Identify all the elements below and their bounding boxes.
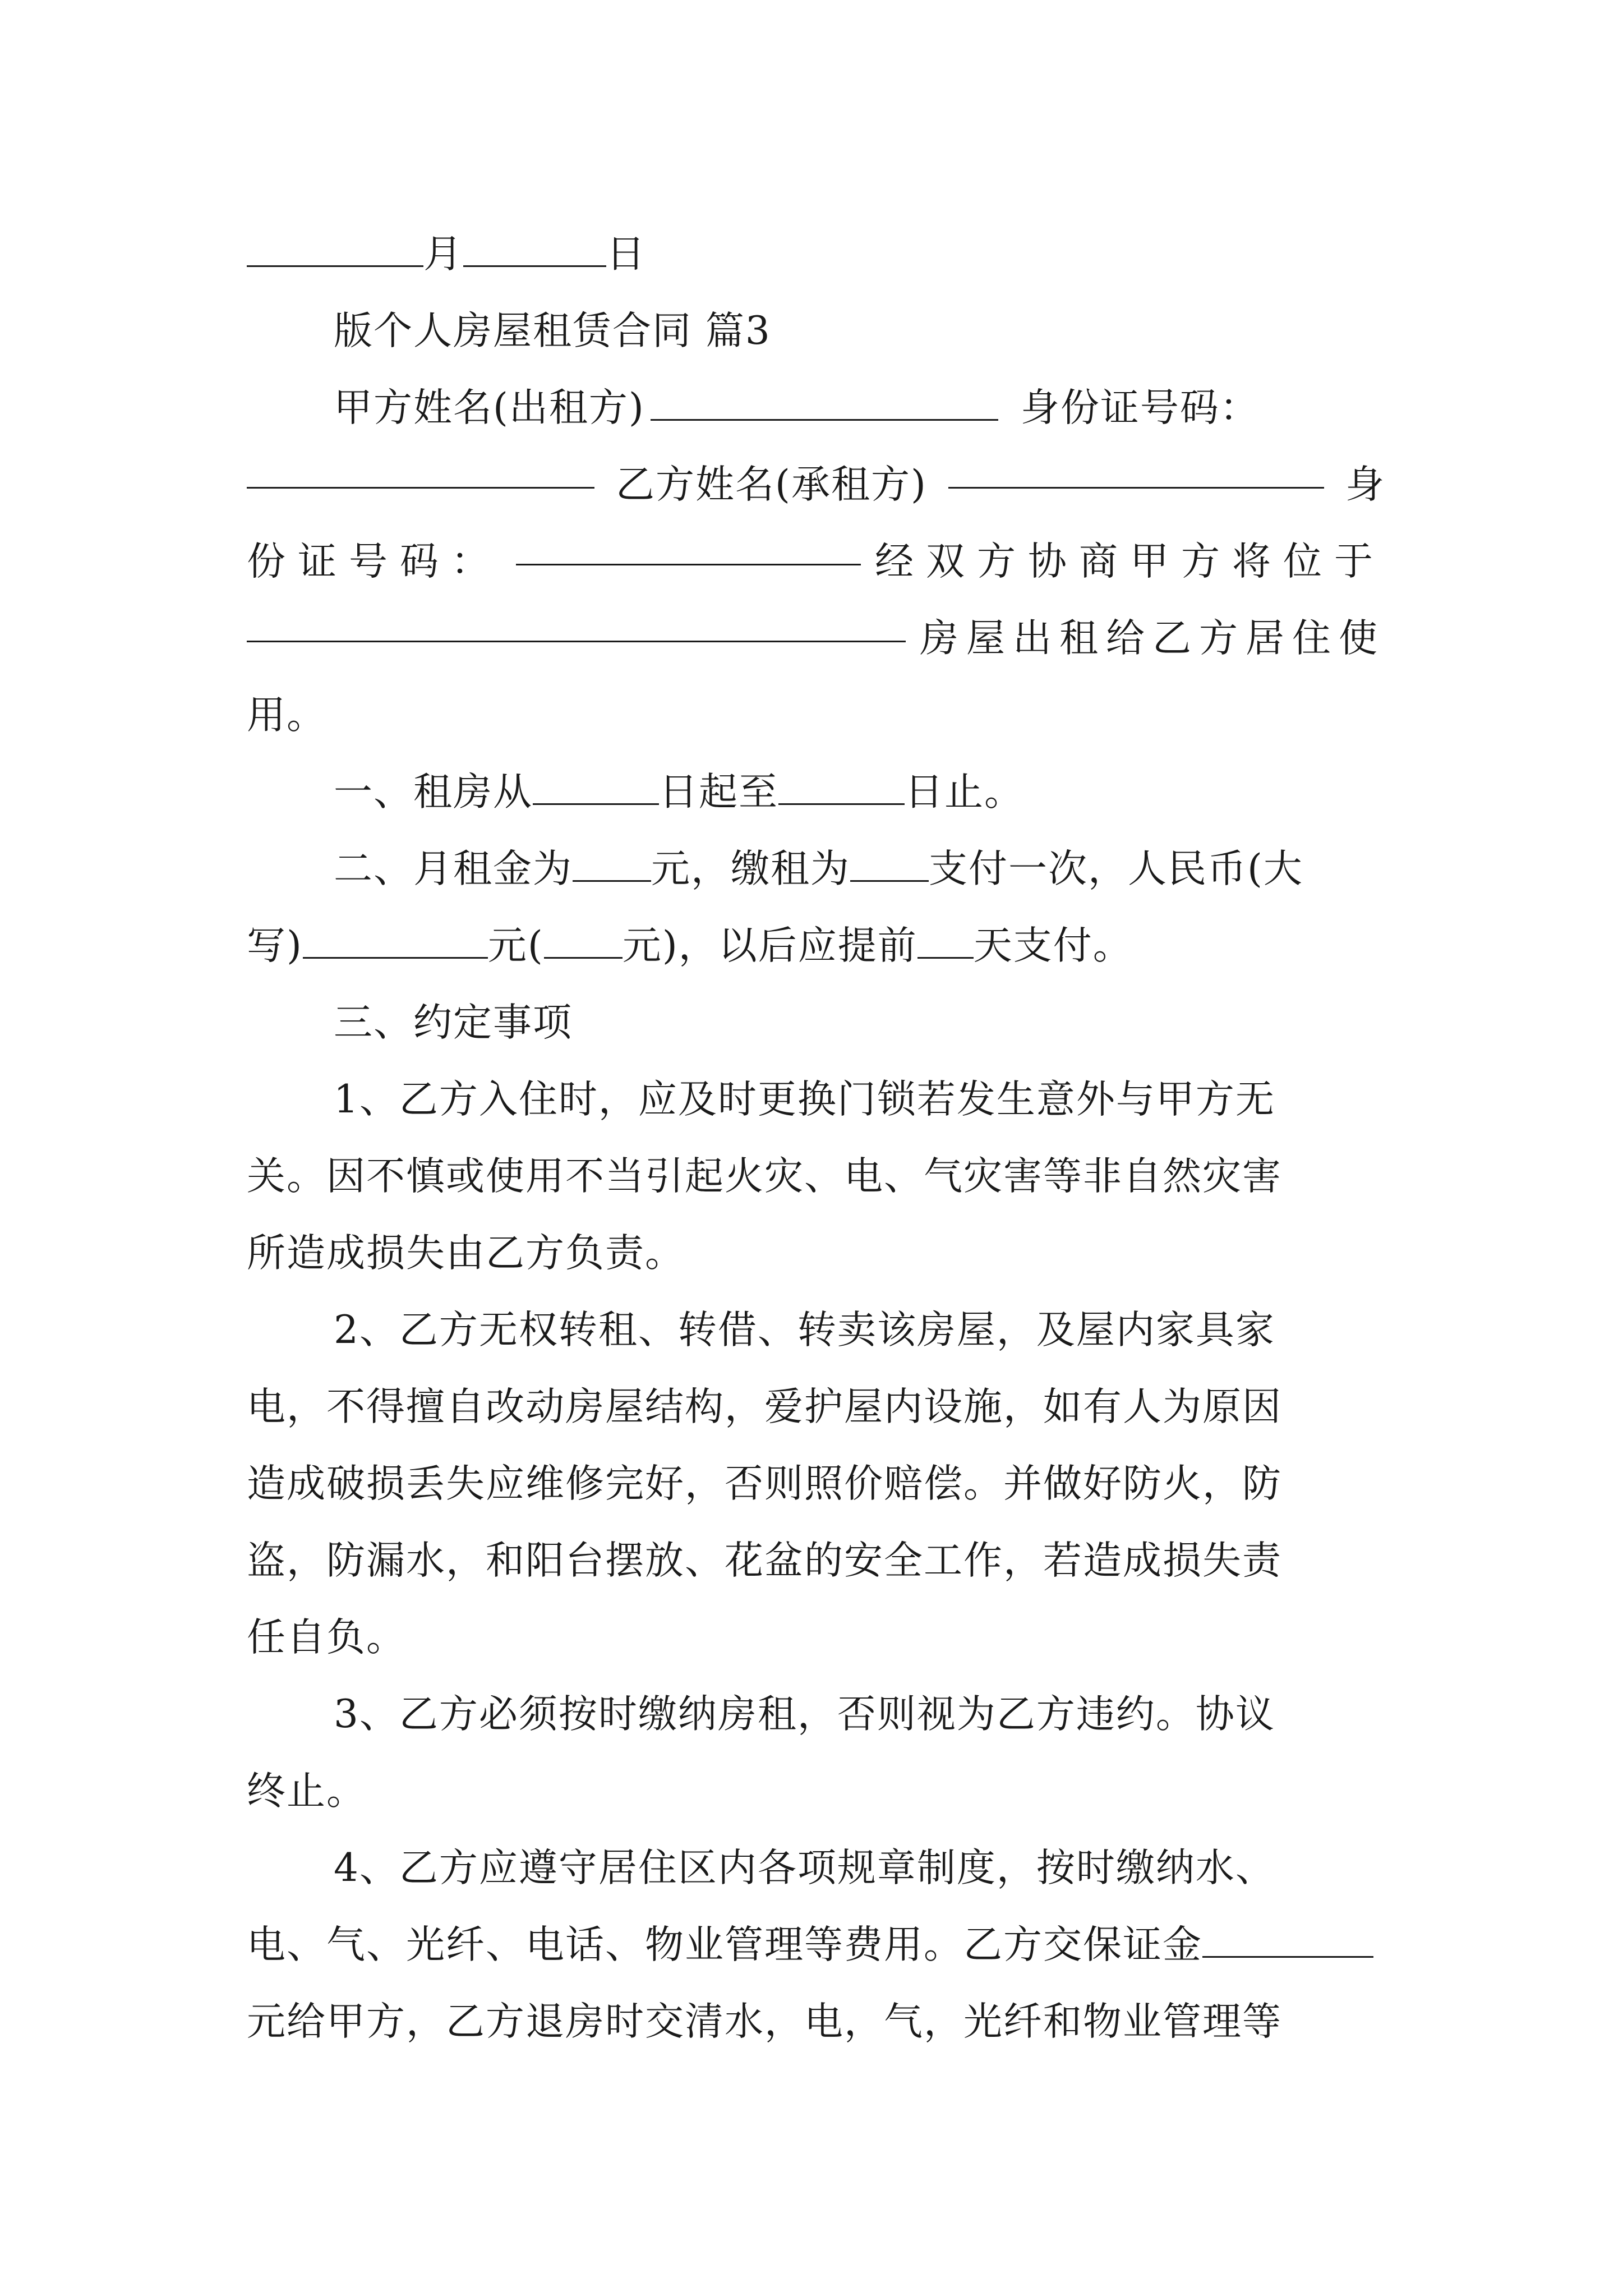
section-1-text: 日起至 [659,770,778,815]
paragraph-2: 2、乙方无权转租、转借、转卖该房屋，及屋内家具家 [334,1308,1275,1352]
blank-line [850,840,929,882]
paragraph-4: 元给甲方，乙方退房时交清水，电，气，光纤和物业管理等 [247,1999,1282,2044]
party-a-id-label: 身份证号码： [1020,385,1260,430]
paragraph-4 [247,1907,1385,1984]
paragraph-4: 4、乙方应遵守居住区内各项规章制度，按时缴纳水、 [334,1846,1275,1890]
blank-line [948,447,1324,489]
paragraph-1: 所造成损失由乙方负责。 [247,1231,685,1276]
section-2-line-1 [247,831,1385,908]
agreement-text: 经双方协商甲方将位于 [875,539,1385,584]
blank-line [533,763,659,805]
day-label: 日 [606,232,646,277]
blank-line [247,600,906,642]
paragraph-1: 1、乙方入住时，应及时更换门锁若发生意外与甲方无 [334,1077,1275,1122]
section-2-text: 元)，以后应提前 [622,923,917,968]
section-1 [247,754,1385,831]
blank-line [778,763,905,805]
date-line [247,216,1385,293]
party-b-id-label: 份证号码： [247,539,502,584]
house-line [247,600,1385,677]
blank-line [917,917,974,959]
party-b-id-line [247,523,1385,600]
party-a-line [247,370,1385,447]
section-2-text: 二、月租金为 [334,846,573,891]
paragraph-3: 终止。 [247,1769,366,1814]
section-2-line-2 [247,908,1385,984]
blank-line [651,379,998,421]
paragraph-3: 3、乙方必须按时缴纳房租，否则视为乙方违约。协议 [334,1692,1275,1737]
document-page [247,216,1385,2060]
blank-line [1202,1916,1373,1958]
section-2-text: 天支付。 [973,923,1133,968]
section-1-text: 一、租房从 [334,770,533,815]
section-3-title: 三、约定事项 [334,1000,573,1045]
section-1-text: 日止。 [905,770,1024,815]
blank-line [247,225,423,267]
party-b-id-start: 身 [1345,462,1385,507]
blank-line [303,917,488,959]
party-b-line [247,447,1385,523]
paragraph-1: 关。因不慎或使用不当引起火灾、电、气灾害等非自然灾害 [247,1154,1282,1199]
section-2-text: 元( [487,923,544,968]
paragraph-2: 盗，防漏水，和阳台摆放、花盆的安全工作，若造成损失责 [247,1538,1282,1583]
party-a-name-label: 甲方姓名(出租方) [334,385,645,430]
paragraph-2: 电，不得擅自改动房屋结构，爱护屋内设施，如有人为原因 [247,1384,1282,1429]
section-2-text: 支付一次，人民币(大 [929,846,1303,891]
party-b-name-label: 乙方姓名(承租方) [616,462,927,507]
blank-line [573,840,651,882]
blank-line [247,447,594,489]
section-2-text: 元，缴租为 [651,846,850,891]
blank-line [544,917,623,959]
paragraph-2: 造成破损丢失应维修完好，否则照价赔偿。并做好防火，防 [247,1461,1282,1506]
month-label: 月 [423,232,463,277]
house-text: 房屋出租给乙方居住使 [920,616,1385,661]
use-line: 用。 [247,693,326,738]
contract-title: 版个人房屋租赁合同 篇3 [334,309,771,353]
paragraph-4-text: 电、气、光纤、电话、物业管理等费用。乙方交保证金 [247,1922,1202,1967]
blank-line [463,225,606,267]
section-2-text: 写) [247,923,303,968]
paragraph-2: 任自负。 [247,1615,406,1660]
blank-line [516,523,861,565]
